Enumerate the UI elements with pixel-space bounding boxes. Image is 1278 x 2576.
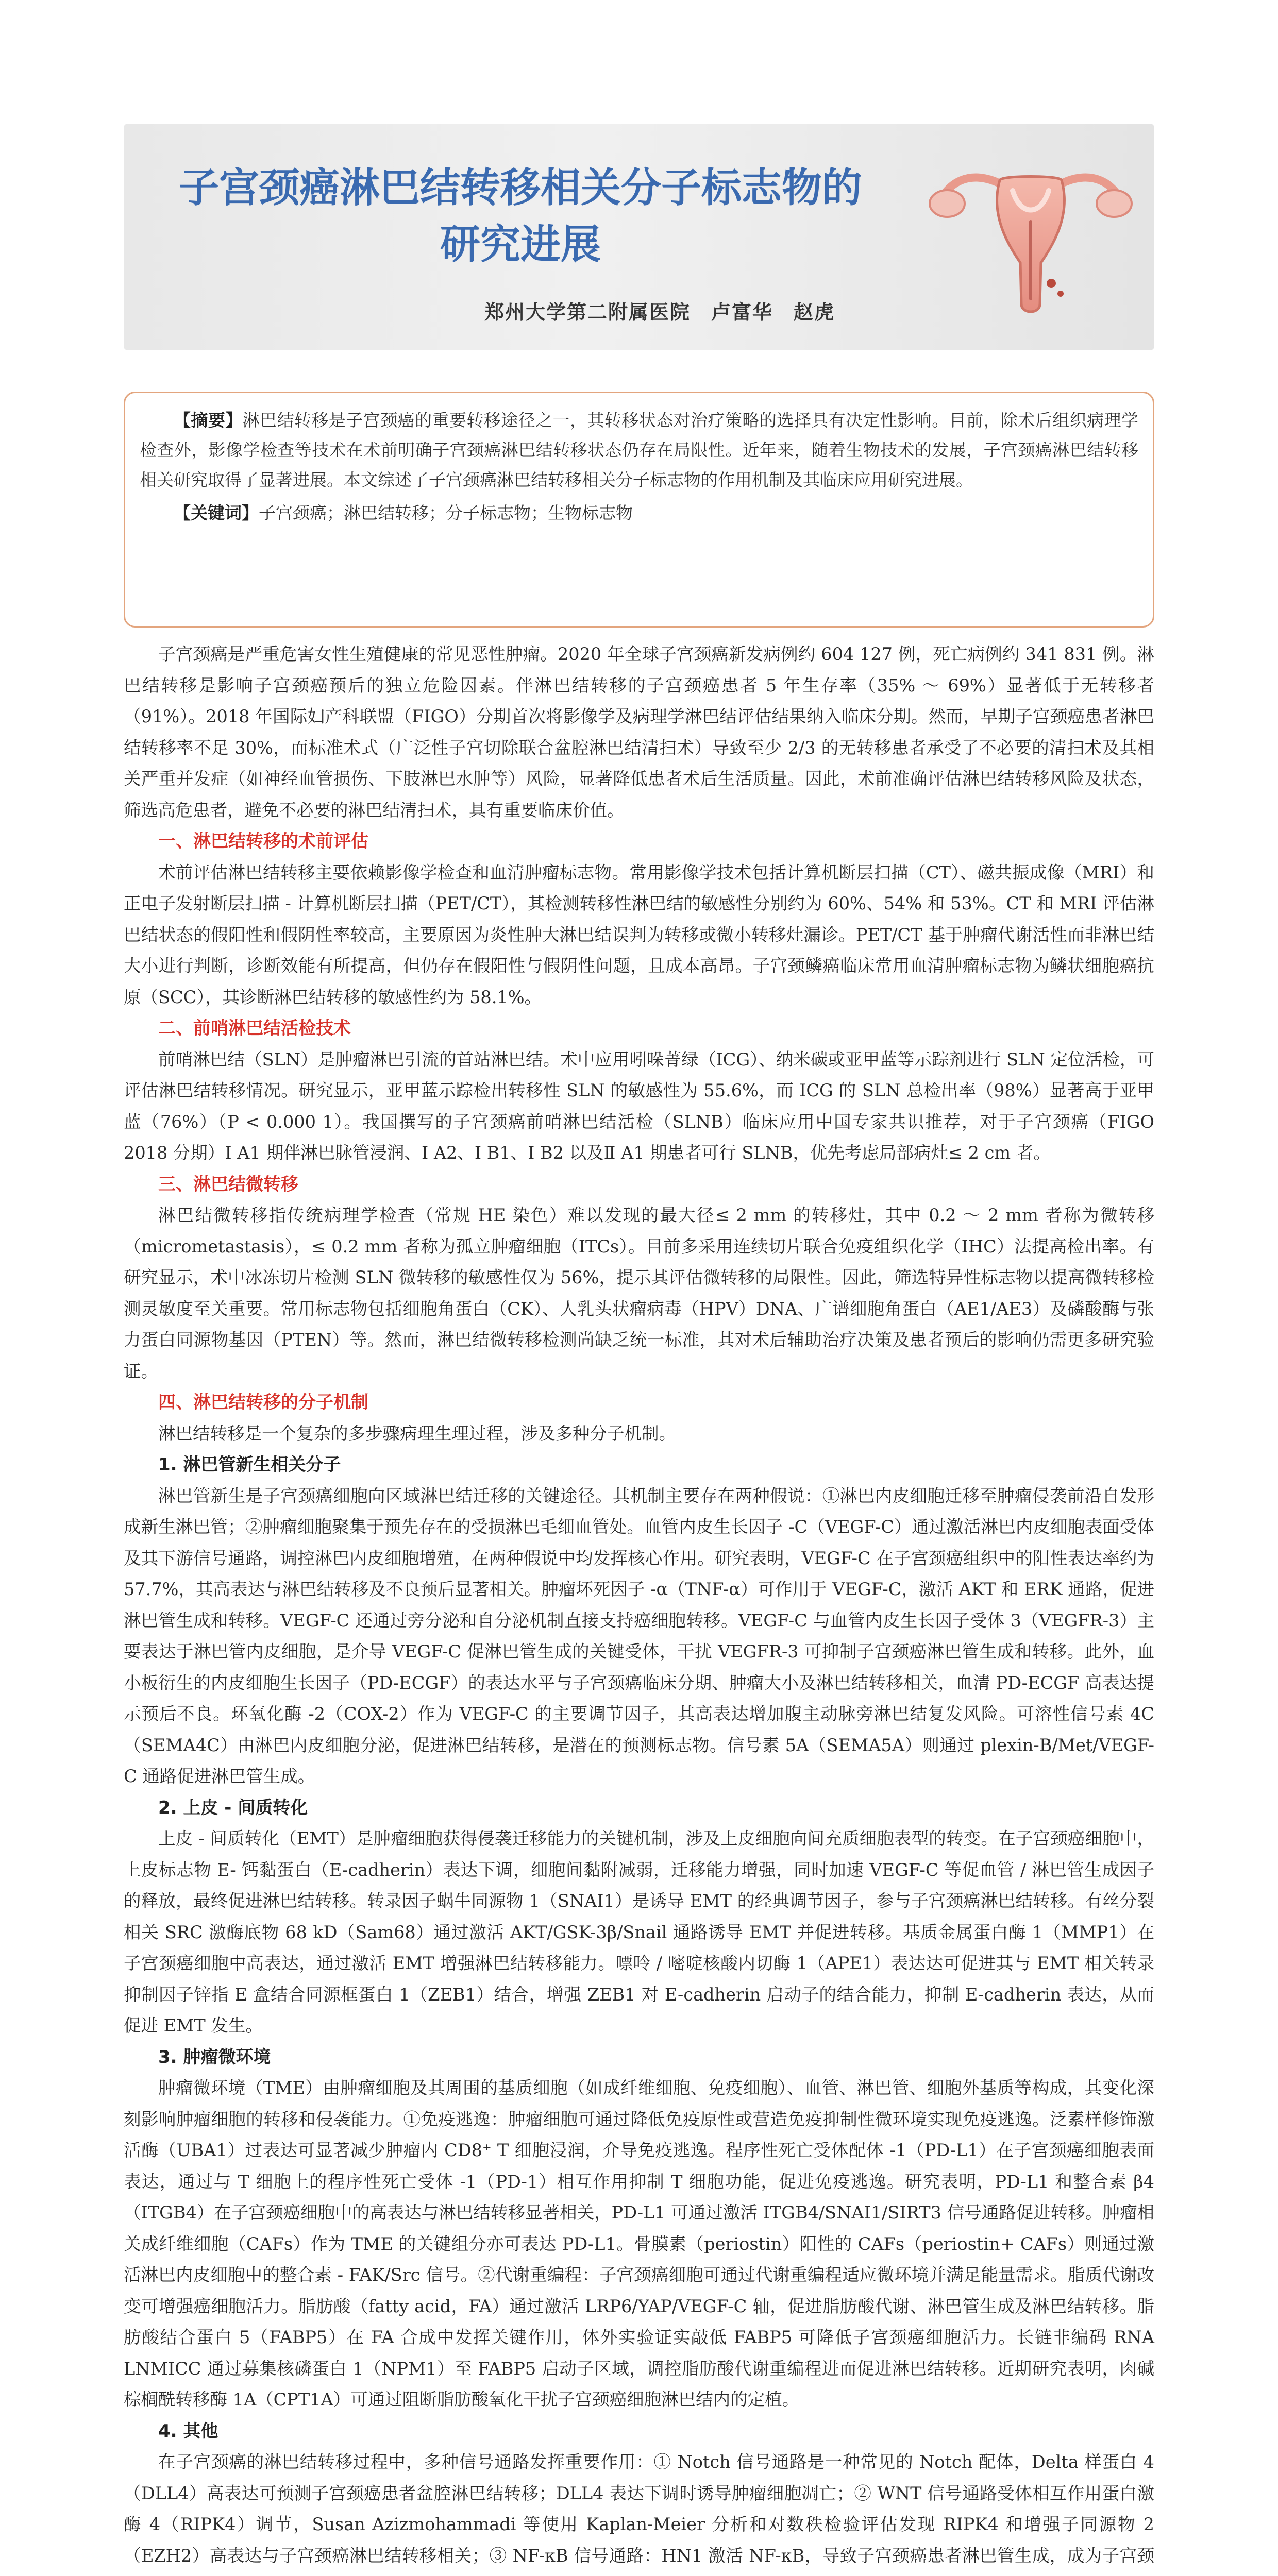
subsection-heading-4-2: 2. 上皮 - 间质转化: [158, 1797, 308, 1818]
section-heading-3: 三、淋巴结微转移: [158, 1174, 298, 1195]
subsection-heading-4-1: 1. 淋巴管新生相关分子: [158, 1454, 341, 1475]
section-heading-1: 一、淋巴结转移的术前评估: [158, 831, 368, 852]
subsection-heading-4-4: 4. 其他: [158, 2420, 218, 2442]
section-2-paragraph: 前哨淋巴结（SLN）是肿瘤淋巴引流的首站淋巴结。术中应用吲哚菁绿（ICG）、纳米碳或亚甲蓝等示踪剂进行 SLN 定位活检，可评估淋巴结转移情况。研究显示，亚甲蓝示踪检出转移性 SLN 的敏感性为 55.6%，而 ICG 的 SLN 总检出率（98%）显著高于亚甲蓝（76%）（P < 0.000 1）。我国撰写的子宫颈癌前哨淋巴结活检（SLNB）临床应用中国专家共识推荐，对于子宫颈癌（FIGO 2018 分期）Ⅰ A1 期伴淋巴脉管浸润、Ⅰ A2、Ⅰ B1、Ⅰ B2 以及Ⅱ A1 期患者可行 SLNB，优先考虑局部病灶≤ 2 cm 者。: [124, 1049, 1154, 1163]
section-4-intro: 淋巴结转移是一个复杂的多步骤病理生理过程，涉及多种分子机制。: [158, 1423, 676, 1444]
article-authors: 郑州大学第二附属医院 卢富华 赵虎: [484, 301, 835, 324]
section-heading-4: 四、淋巴结转移的分子机制: [158, 1392, 368, 1413]
subsection-heading-4-3: 3. 肿瘤微环境: [158, 2046, 271, 2067]
abstract-label: 【摘要】: [174, 410, 243, 430]
subsection-4-3-paragraph: 肿瘤微环境（TME）由肿瘤细胞及其周围的基质细胞（如成纤维细胞、免疫细胞）、血管、淋巴管、细胞外基质等构成，其变化深刻影响肿瘤细胞的转移和侵袭能力。①免疫逃逸：肿瘤细胞可通过降低免疫原性或营造免疫抑制性微环境实现免疫逃逸。泛素样修饰激活酶（UBA1）过表达可显著减少肿瘤内 CD8⁺ T 细胞浸润，介导免疫逃逸。程序性死亡受体配体 -1（PD-L1）在子宫颈癌细胞表面表达，通过与 T 细胞上的程序性死亡受体 -1（PD-1）相互作用抑制 T 细胞功能，促进免疫逃逸。研究表明，PD-L1 和整合素 β4（ITGB4）在子宫颈癌细胞中的高表达与淋巴结转移显著相关，PD-L1 可通过激活 ITGB4/SNAI1/SIRT3 信号通路促进转移。肿瘤相关成纤维细胞（CAFs）作为 TME 的关键组分亦可表达 PD-L1。骨膜素（periostin）阳性的 CAFs（periostin+ CAFs）则通过激活淋巴内皮细胞中的整合素 - FAK/Src 信号。②代谢重编程：子宫颈癌细胞可通过代谢重编程适应微环境并满足能量需求。脂质代谢改变可增强癌细胞活力。脂肪酸（fatty acid，FA）通过激活 LRP6/YAP/VEGF-C 轴，促进脂肪酸代谢、淋巴管生成及淋巴结转移。脂肪酸结合蛋白 5（FABP5）在 FA 合成中发挥关键作用，体外实验证实敲低 FABP5 可降低子宫颈癌细胞活力。长链非编码 RNA LNMICC 通过募集核磷蛋白 1（NPM1）至 FABP5 启动子区域，调控脂肪酸代谢重编程进而促进淋巴结转移。近期研究表明，肉碱棕榈酰转移酶 1A（CPT1A）可通过阻断脂肪酸氧化干扰子宫颈癌细胞淋巴结内的定植。: [124, 2078, 1154, 2410]
article-title-line1: 子宫颈癌淋巴结转移相关分子标志物的: [178, 165, 862, 211]
header-banner: [124, 124, 1154, 350]
article-title: [124, 160, 917, 273]
section-heading-2: 二、前哨淋巴结活检技术: [158, 1018, 351, 1039]
subsection-4-2-paragraph: 上皮 - 间质转化（EMT）是肿瘤细胞获得侵袭迁移能力的关键机制，涉及上皮细胞向间充质细胞表型的转变。在子宫颈癌细胞中，上皮标志物 E- 钙黏蛋白（E-cadherin）表达下调，细胞间黏附减弱，迁移能力增强，同时加速 VEGF-C 等促血管 / 淋巴管生成因子的释放，最终促进淋巴结转移。转录因子蜗牛同源物 1（SNAI1）是诱导 EMT 的经典调节因子，参与子宫颈癌淋巴结转移。有丝分裂相关 SRC 激酶底物 68 kD（Sam68）通过激活 AKT/GSK-3β/Snail 通路诱导 EMT 并促进转移。基质金属蛋白酶 1（MMP1）在子宫颈癌细胞中高表达，通过激活 EMT 增强淋巴结转移能力。嘌呤 / 嘧啶核酸内切酶 1（APE1）表达达可促进其与 EMT 相关转录抑制因子锌指 E 盒结合同源框蛋白 1（ZEB1）结合，增强 ZEB1 对 E-cadherin 启动子的结合能力，抑制 E-cadherin 表达，从而促进 EMT 发生。: [124, 1828, 1154, 2036]
subsection-4-4-paragraph: 在子宫颈癌的淋巴结转移过程中，多种信号通路发挥重要作用：① Notch 信号通路是一种常见的 Notch 配体，Delta 样蛋白 4（DLL4）高表达可预测子宫颈癌患者盆腔淋巴结转移；DLL4 表达下调时诱导肿瘤细胞凋亡；② WNT 信号通路受体相互作用蛋白激酶 4（RIPK4）调节，Susan Azizmohammadi 等使用 Kaplan-Meier 分析和对数秩检验评估发现 RIPK4 和增强子同源物 2（EZH2）高表达与子宫颈癌淋巴结转移相关；③ NF-κB 信号通路：HN1 激活 NF-κB，导致子宫颈癌患者淋巴管生成，成为子宫颈: [124, 2452, 1154, 2566]
keywords-text: 子宫颈癌；淋巴结转移；分子标志物；生物标志物: [259, 503, 633, 523]
article-title-line2: 研究进展: [440, 222, 601, 268]
uterus-illustration-icon: [922, 134, 1139, 340]
intro-paragraph: 子宫颈癌是严重危害女性生殖健康的常见恶性肿瘤。2020 年全球子宫颈癌新发病例约 604 127 例，死亡病例约 341 831 例。淋巴结转移是影响子宫颈癌预后的独立危险因素。伴淋巴结转移的子宫颈癌患者 5 年生存率（35% ～ 69%）显著低于无转移者（91%）。2018 年国际妇产科联盟（FIGO）分期首次将影像学及病理学淋巴结评估结果纳入临床分期。然而，早期子宫颈癌患者淋巴结转移率不足 30%，而标准术式（广泛性子宫切除联合盆腔淋巴结清扫术）导致至少 2/3 的无转移患者承受了不必要的清扫术及其相关严重并发症（如神经血管损伤、下肢淋巴水肿等）风险，显著降低患者术后生活质量。因此，术前准确评估淋巴结转移风险及状态，筛选高危患者，避免不必要的淋巴结清扫术，具有重要临床价值。: [124, 644, 1154, 820]
subsection-4-1-paragraph: 淋巴管新生是子宫颈癌细胞向区域淋巴结迁移的关键途径。其机制主要存在两种假说：①淋巴内皮细胞迁移至肿瘤侵袭前沿自发形成新生淋巴管；②肿瘤细胞聚集于预先存在的受损淋巴毛细血管处。血管内皮生长因子 -C（VEGF-C）通过激活淋巴内皮细胞表面受体及其下游信号通路，调控淋巴内皮细胞增殖，在两种假说中均发挥核心作用。研究表明，VEGF-C 在子宫颈癌组织中的阳性表达率约为 57.7%，其高表达与淋巴结转移及不良预后显著相关。肿瘤坏死因子 -α（TNF-α）可作用于 VEGF-C，激活 AKT 和 ERK 通路，促进淋巴管生成和转移。VEGF-C 还通过旁分泌和自分泌机制直接支持癌细胞转移。VEGF-C 与血管内皮生长因子受体 3（VEGFR-3）主要表达于淋巴管内皮细胞，是介导 VEGF-C 促淋巴管生成的关键受体，干扰 VEGFR-3 可抑制子宫颈癌淋巴管生成和转移。此外，血小板衍生的内皮细胞生长因子（PD-ECGF）的表达水平与子宫颈癌临床分期、肿瘤大小及淋巴结转移相关，血清 PD-ECGF 高表达提示预后不良。环氧化酶 -2（COX-2）作为 VEGF-C 的主要调节因子，其高表达增加腹主动脉旁淋巴结复发风险。可溶性信号素 4C（SEMA4C）由淋巴内皮细胞分泌，促进淋巴结转移，是潜在的预测标志物。信号素 5A（SEMA5A）则通过 plexin-B/Met/VEGF-C 通路促进淋巴管生成。: [124, 1485, 1154, 1786]
keywords-line: [140, 498, 1138, 528]
section-1-paragraph: 术前评估淋巴结转移主要依赖影像学检查和血清肿瘤标志物。常用影像学技术包括计算机断层扫描（CT）、磁共振成像（MRI）和正电子发射断层扫描 - 计算机断层扫描（PET/CT），其检测转移性淋巴结的敏感性分别约为 60%、54% 和 53%。CT 和 MRI 评估淋巴结状态的假阳性和假阴性率较高，主要原因为炎性肿大淋巴结误判为转移或微小转移灶漏诊。PET/CT 基于肿瘤代谢活性而非淋巴结大小进行判断，诊断效能有所提高，但仍存在假阳性与假阴性问题，且成本高昂。子宫颈鳞癌临床常用血清肿瘤标志物为鳞状细胞癌抗原（SCC），其诊断淋巴结转移的敏感性约为 58.1%。: [124, 862, 1154, 1007]
abstract-text: 淋巴结转移是子宫颈癌的重要转移途径之一，其转移状态对治疗策略的选择具有决定性影响。目前，除术后组织病理学检查外，影像学检查等技术在术前明确子宫颈癌淋巴结转移状态仍存在局限性。近年来，随着生物技术的发展，子宫颈癌淋巴结转移相关研究取得了显著进展。本文综述了子宫颈癌淋巴结转移相关分子标志物的作用机制及其临床应用研究进展。: [140, 410, 1139, 490]
keywords-label: 【关键词】: [174, 503, 259, 523]
article-body: [124, 639, 1154, 2576]
abstract-box: [124, 392, 1154, 628]
section-3-paragraph: 淋巴结微转移指传统病理学检查（常规 HE 染色）难以发现的最大径≤ 2 mm 的转移灶，其中 0.2 ～ 2 mm 者称为微转移（micrometastasis），≤ 0.2 mm 者称为孤立肿瘤细胞（ITCs）。目前多采用连续切片联合免疫组织化学（IHC）法提高检出率。有研究显示，术中冰冻切片检测 SLN 微转移的敏感性仅为 56%，提示其评估微转移的局限性。因此，筛选特异性标志物以提高微转移检测灵敏度至关重要。常用标志物包括细胞角蛋白（CK）、人乳头状瘤病毒（HPV）DNA、广谱细胞角蛋白（AE1/AE3）及磷酸酶与张力蛋白同源物基因（PTEN）等。然而，淋巴结微转移检测尚缺乏统一标准，其对术后辅助治疗决策及患者预后的影响仍需更多研究验证。: [124, 1205, 1154, 1381]
abstract-paragraph: [140, 405, 1138, 495]
